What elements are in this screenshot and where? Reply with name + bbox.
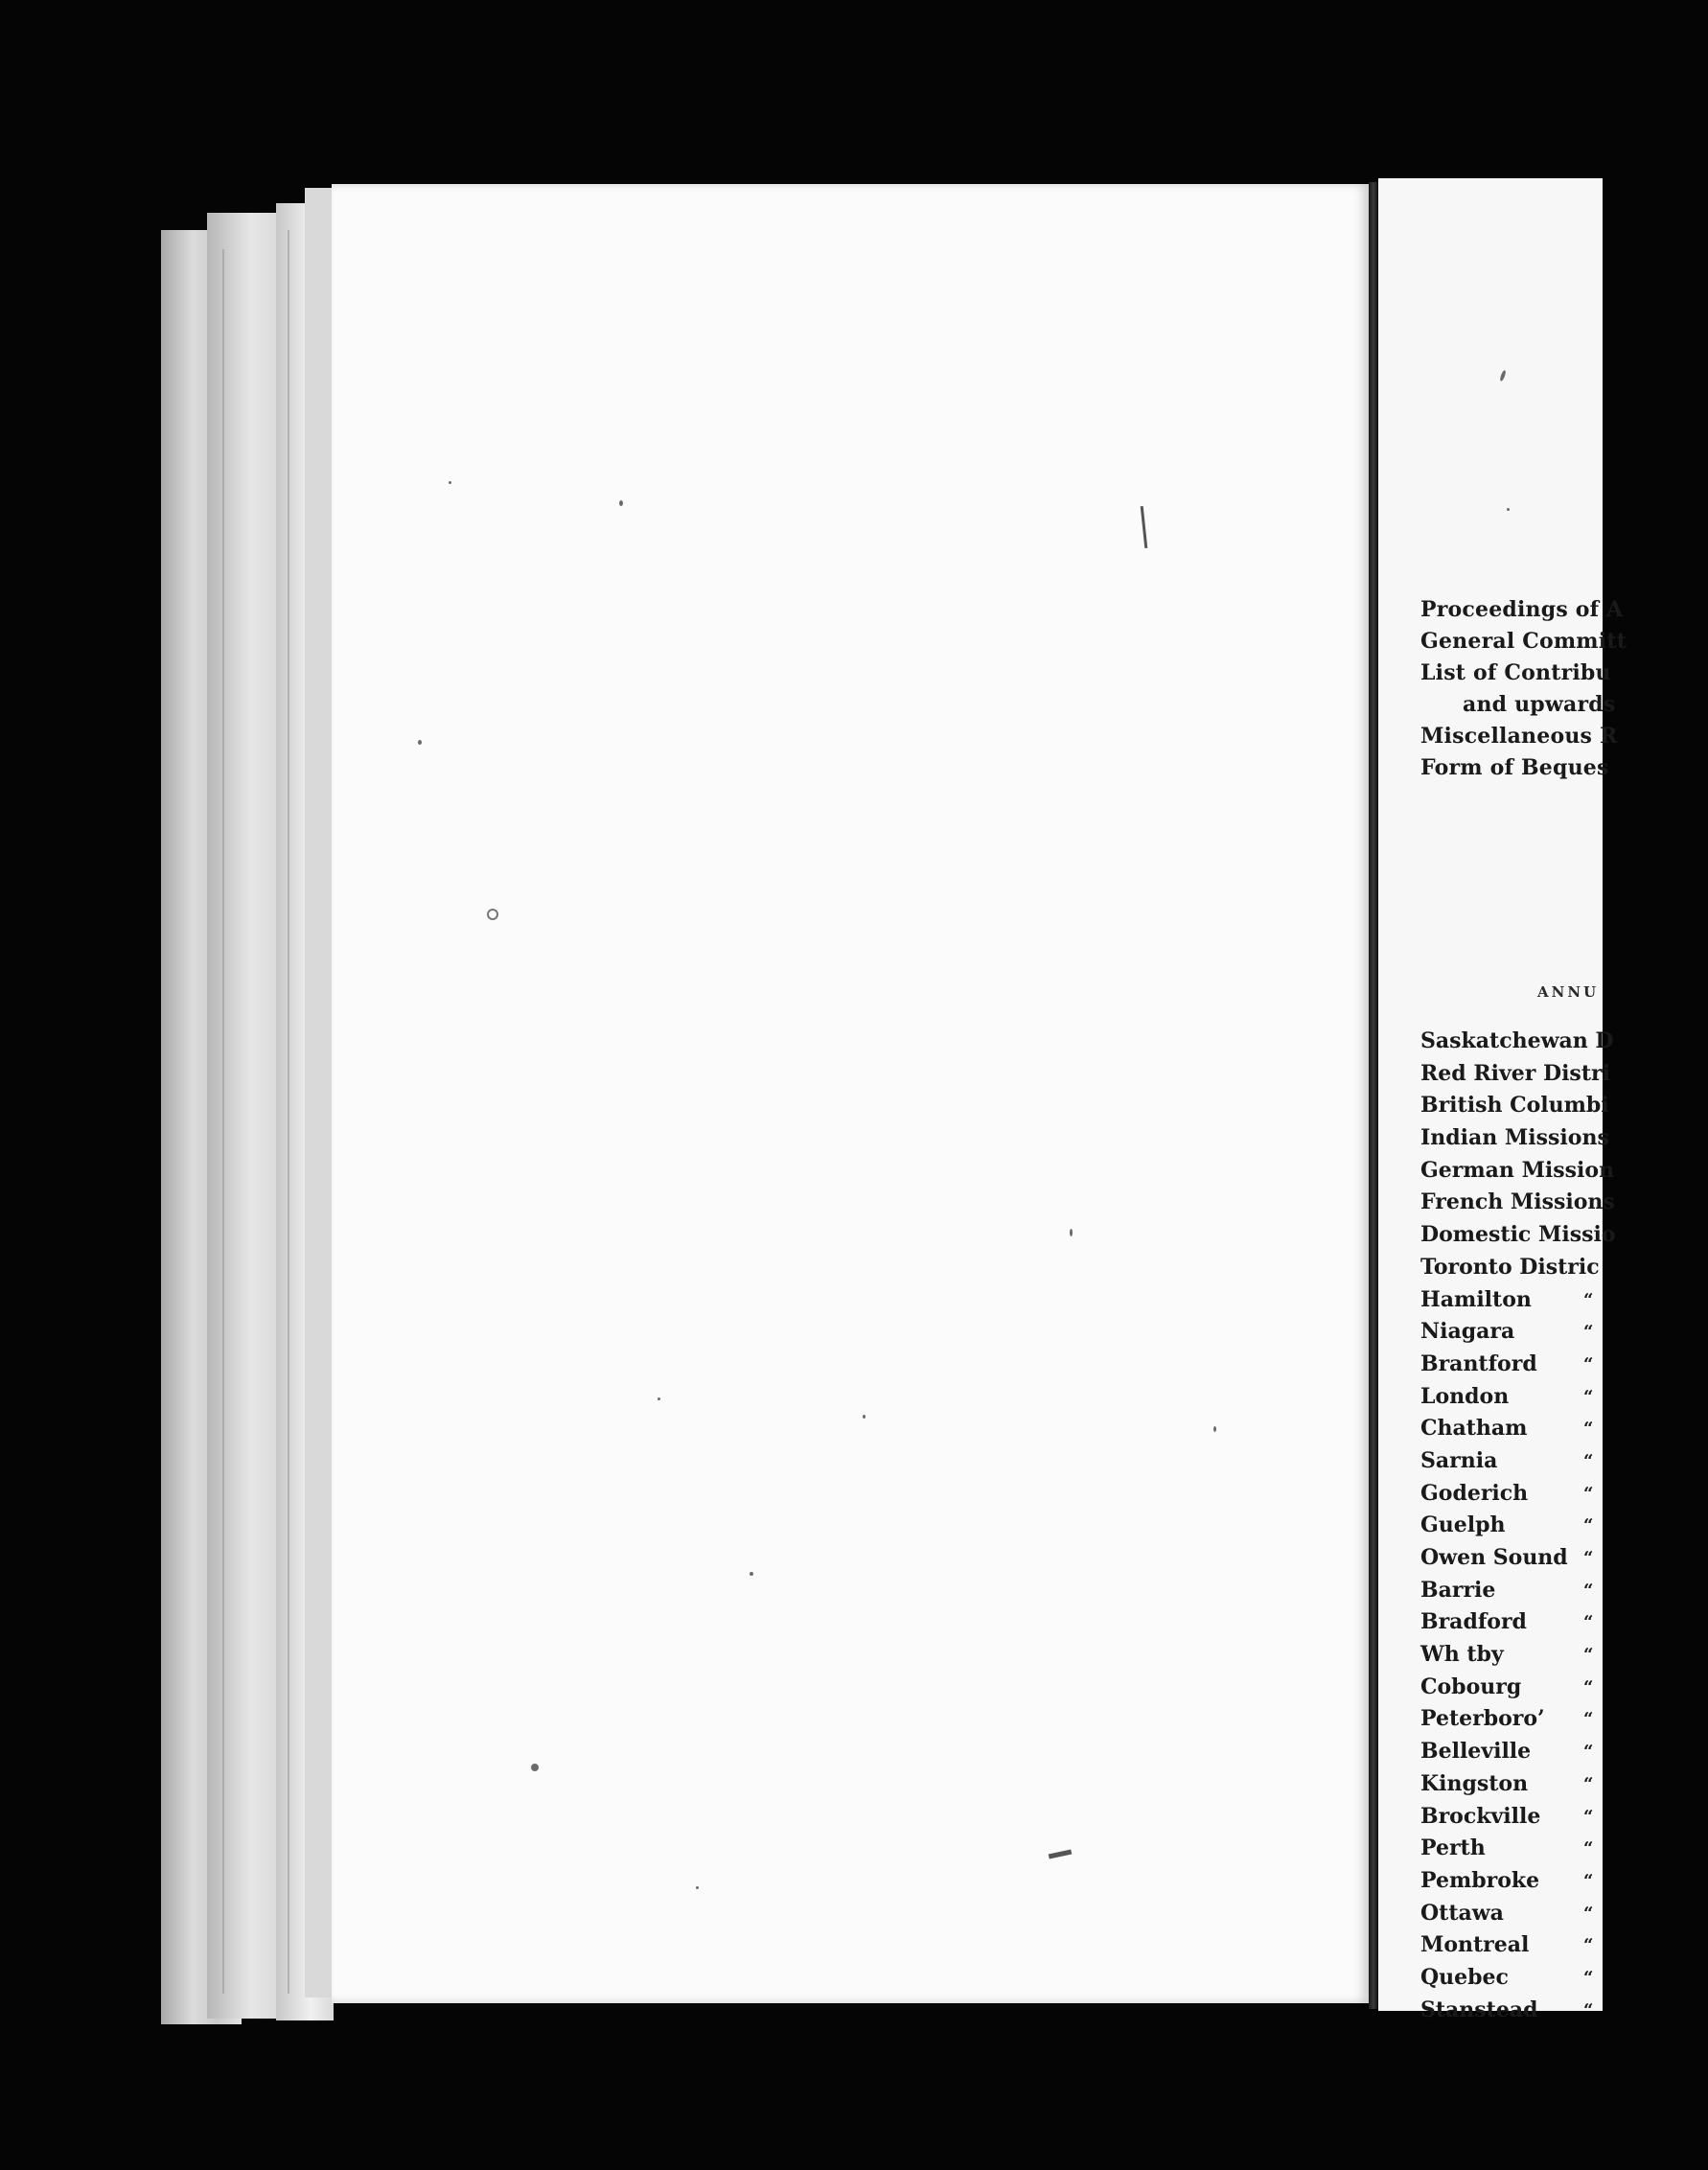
region-name: British Columbi: [1420, 1093, 1609, 1119]
ditto-mark: “: [1583, 1612, 1594, 1633]
district-name: Barrie: [1420, 1577, 1496, 1603]
page-stack-edge: [305, 188, 334, 1997]
district-name: Goderich: [1420, 1480, 1529, 1506]
district-row: [1420, 1542, 1708, 1575]
district-row: [1420, 1672, 1708, 1704]
district-name: Ottawa: [1420, 1900, 1504, 1926]
ditto-mark: “: [1583, 1289, 1594, 1310]
book-gutter: [1369, 182, 1378, 2009]
page-edge-line: [222, 249, 224, 1994]
district-name: Chatham: [1420, 1416, 1528, 1442]
district-list: [1420, 1026, 1708, 2026]
region-name: French Missions: [1420, 1189, 1615, 1215]
district-name: Sarnia: [1420, 1447, 1498, 1473]
district-name: Pembroke: [1420, 1867, 1540, 1893]
contents-entry: Form of Beques: [1420, 755, 1609, 780]
district-row: [1420, 1736, 1708, 1768]
region-row: [1420, 1122, 1708, 1155]
district-name: Cobourg: [1420, 1674, 1522, 1699]
region-name: Domestic Missio: [1420, 1222, 1616, 1248]
district-row: [1420, 1316, 1708, 1349]
ditto-mark: “: [1583, 1386, 1594, 1407]
ditto-mark: “: [1583, 1483, 1594, 1504]
district-row: [1420, 1639, 1708, 1672]
contents-entry: and upwards: [1463, 692, 1616, 717]
region-row: [1420, 1252, 1708, 1284]
region-name: Saskatchewan D: [1420, 1028, 1614, 1053]
page-edge-line: [288, 230, 289, 1994]
district-row: [1420, 1349, 1708, 1381]
ditto-mark: “: [1583, 1450, 1594, 1471]
contents-entry: General Committ: [1420, 629, 1627, 654]
contents-entry: List of Contribu: [1420, 660, 1611, 685]
district-name: Brantford: [1420, 1350, 1537, 1376]
district-row: [1420, 1833, 1708, 1865]
district-name: Wh tby: [1420, 1642, 1504, 1668]
district-name: Owen Sound: [1420, 1545, 1568, 1570]
district-name: Guelph: [1420, 1512, 1506, 1538]
district-row: [1420, 1801, 1708, 1834]
district-name: Stanstead: [1420, 1997, 1538, 2022]
district-row: [1420, 1962, 1708, 1995]
region-row: [1420, 1155, 1708, 1188]
paper-speck: [619, 500, 623, 506]
ditto-mark: “: [1583, 1548, 1594, 1568]
district-row: [1420, 1898, 1708, 1930]
section-heading: ANNU: [1537, 983, 1600, 1001]
ink-mark: [1141, 506, 1148, 548]
paper-speck: [750, 1572, 753, 1576]
ditto-mark: “: [1583, 1742, 1594, 1763]
paper-speck: [449, 481, 451, 484]
district-name: Perth: [1420, 1835, 1486, 1861]
district-row: [1420, 1768, 1708, 1801]
region-row: [1420, 1187, 1708, 1219]
paper-speck: [531, 1764, 539, 1771]
ditto-mark: “: [1583, 1580, 1594, 1601]
region-row: [1420, 1026, 1708, 1058]
district-row: [1420, 1929, 1708, 1962]
region-name: Red River Distri: [1420, 1060, 1610, 1086]
district-name: London: [1420, 1383, 1510, 1409]
district-name: Brockville: [1420, 1803, 1541, 1829]
ditto-mark: “: [1583, 1676, 1594, 1697]
ditto-mark: “: [1583, 1967, 1594, 1988]
ditto-mark: “: [1583, 1903, 1594, 1924]
ditto-mark: “: [1583, 1645, 1594, 1666]
ink-mark: [1049, 1850, 1073, 1859]
district-name: Niagara: [1420, 1319, 1515, 1345]
ditto-mark: “: [1583, 1870, 1594, 1891]
region-row: [1420, 1090, 1708, 1122]
paper-speck: [487, 909, 498, 920]
paper-speck: [1507, 508, 1510, 511]
region-name: Indian Missions: [1420, 1125, 1609, 1151]
paper-speck: [863, 1415, 866, 1419]
district-row: [1420, 1413, 1708, 1445]
ditto-mark: “: [1583, 1353, 1594, 1374]
contents-entry: Proceedings of A: [1420, 597, 1624, 622]
district-row: [1420, 1606, 1708, 1639]
district-row: [1420, 1865, 1708, 1898]
contents-entry: Miscellaneous R: [1420, 724, 1618, 749]
ditto-mark: “: [1583, 1773, 1594, 1794]
ditto-mark: “: [1583, 1419, 1594, 1440]
ditto-mark: “: [1583, 1515, 1594, 1536]
district-row: [1420, 1575, 1708, 1607]
region-name: Toronto Distric: [1420, 1254, 1600, 1280]
district-name: Quebec: [1420, 1964, 1509, 1990]
district-row: [1420, 1703, 1708, 1736]
district-name: Belleville: [1420, 1739, 1532, 1765]
paper-speck: [1213, 1426, 1216, 1432]
paper-speck: [658, 1397, 660, 1400]
paper-speck: [1499, 370, 1507, 382]
district-row: [1420, 1284, 1708, 1317]
district-name: Hamilton: [1420, 1286, 1532, 1312]
region-row: [1420, 1058, 1708, 1091]
paper-speck: [696, 1886, 699, 1889]
paper-speck: [418, 740, 422, 745]
ditto-mark: “: [1583, 1709, 1594, 1730]
district-row: [1420, 1445, 1708, 1478]
district-row: [1420, 1381, 1708, 1414]
district-name: Peterboro’: [1420, 1706, 1545, 1732]
region-row: [1420, 1219, 1708, 1252]
ditto-mark: “: [1583, 1999, 1594, 2020]
paper-speck: [1070, 1229, 1073, 1236]
ditto-mark: “: [1583, 1935, 1594, 1956]
ditto-mark: “: [1583, 1322, 1594, 1343]
district-row: [1420, 1478, 1708, 1511]
region-name: German Mission: [1420, 1157, 1615, 1183]
district-name: Montreal: [1420, 1932, 1530, 1958]
ditto-mark: “: [1583, 1838, 1594, 1859]
contents-list: [1420, 594, 1708, 784]
blank-left-page: [332, 184, 1369, 2003]
district-name: Kingston: [1420, 1770, 1529, 1796]
district-row: [1420, 1510, 1708, 1542]
district-row: [1420, 1995, 1708, 2027]
contents-page-fragment: [1378, 178, 1627, 2022]
ditto-mark: “: [1583, 1806, 1594, 1827]
district-name: Bradford: [1420, 1609, 1527, 1635]
